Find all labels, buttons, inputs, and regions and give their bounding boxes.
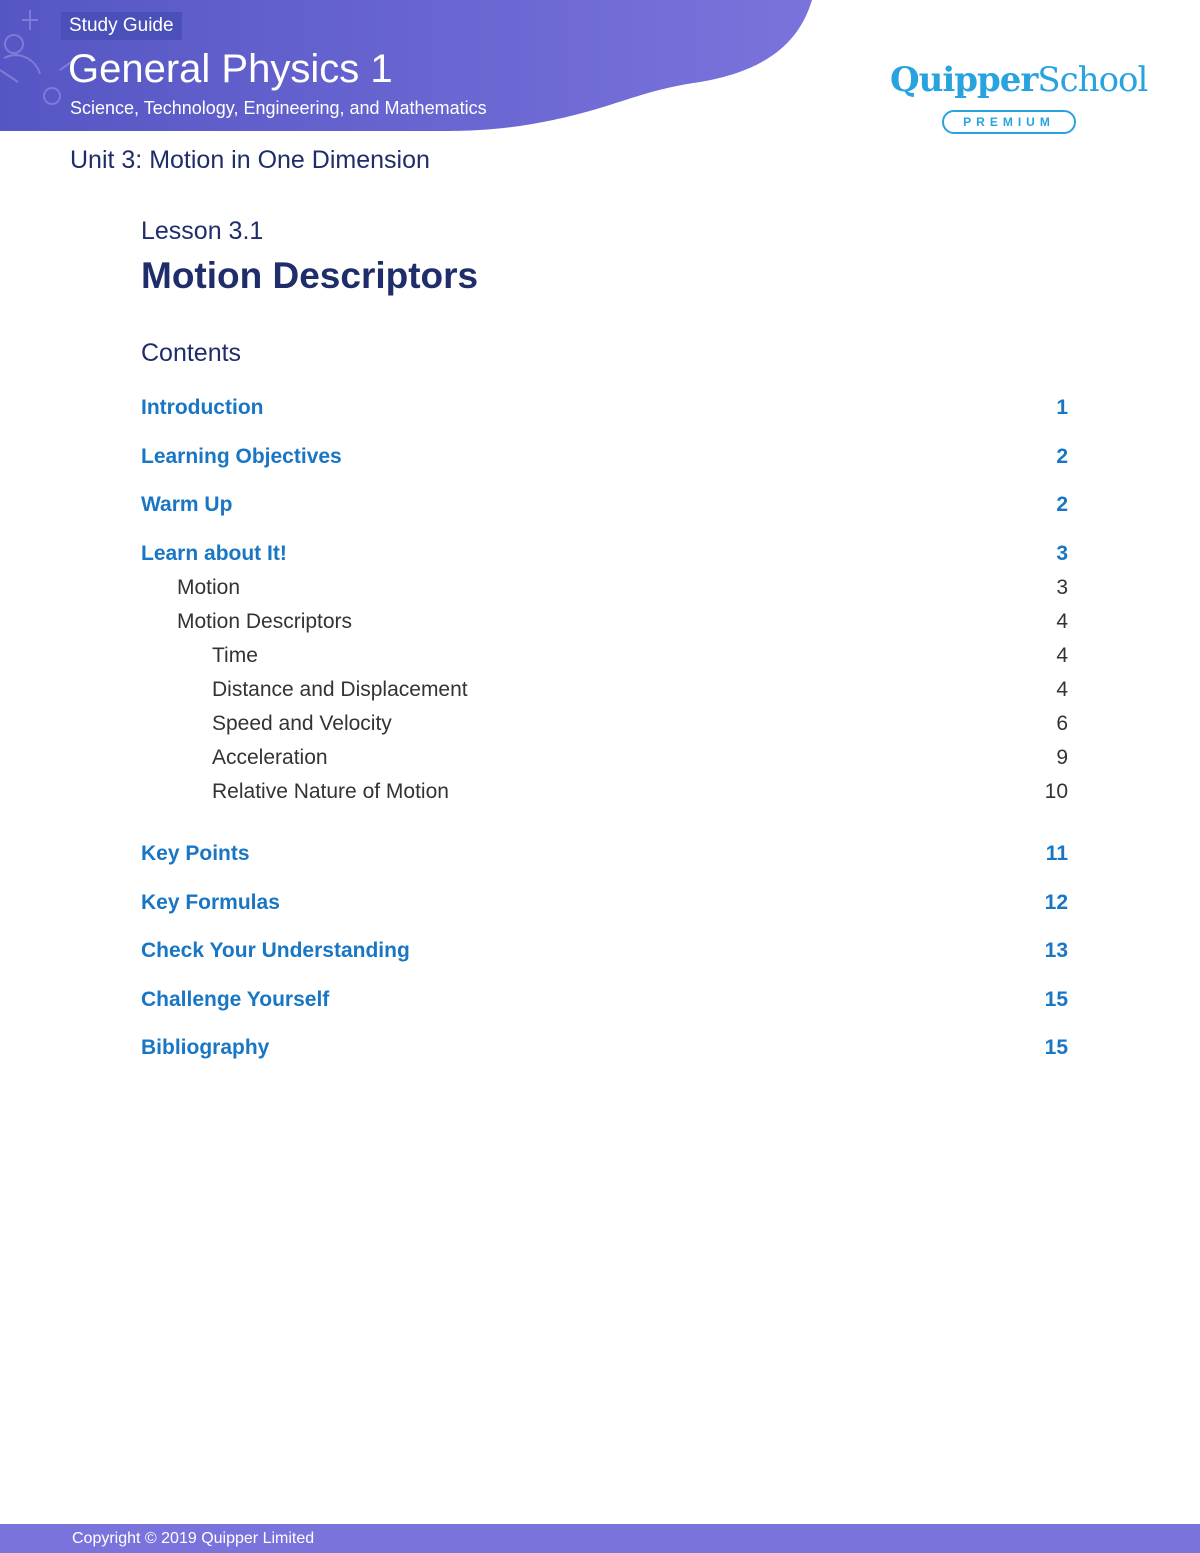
toc-entry[interactable] (0, 391, 1200, 425)
toc-entry-label: Introduction (141, 396, 264, 419)
toc-entry[interactable] (0, 488, 1200, 522)
toc-entry[interactable] (0, 673, 1200, 707)
toc-entry-label: Bibliography (141, 1036, 270, 1059)
study-guide-badge: Study Guide (61, 12, 182, 40)
toc-entry[interactable] (0, 537, 1200, 571)
toc-entry-label: Acceleration (212, 746, 328, 769)
logo-word-school: School (1037, 60, 1148, 100)
toc-entry-page: 2 (1056, 493, 1068, 516)
quipper-school-logo (890, 58, 1148, 138)
toc-entry-page: 4 (1056, 610, 1068, 633)
toc-entry-page: 12 (1044, 891, 1068, 914)
toc-entry[interactable] (0, 571, 1200, 605)
toc-entry-label: Speed and Velocity (212, 712, 392, 735)
lesson-number: Lesson 3.1 (141, 217, 264, 245)
toc-entry-label: Challenge Yourself (141, 988, 330, 1011)
toc-entry-label: Motion (177, 576, 241, 599)
toc-entry-label: Motion Descriptors (177, 610, 353, 633)
toc-entry-page: 9 (1056, 746, 1068, 769)
toc-entry[interactable] (0, 983, 1200, 1017)
toc-entry-label: Learning Objectives (141, 445, 342, 468)
toc-entry[interactable] (0, 886, 1200, 920)
toc-entry-page: 10 (1044, 780, 1068, 803)
toc-entry-label: Learn about It! (141, 542, 287, 565)
contents-heading: Contents (141, 339, 242, 367)
toc-entry[interactable] (0, 775, 1200, 809)
unit-title: Unit 3: Motion in One Dimension (70, 146, 430, 174)
toc-entry[interactable] (0, 605, 1200, 639)
toc-entry[interactable] (0, 440, 1200, 474)
toc-entry[interactable] (0, 934, 1200, 968)
logo-word-quipper: Quipper (890, 60, 1038, 100)
toc-entry[interactable] (0, 837, 1200, 871)
toc-entry-label: Check Your Understanding (141, 939, 410, 962)
toc-entry-page: 13 (1044, 939, 1068, 962)
toc-entry-page: 6 (1056, 712, 1068, 735)
toc-entry-page: 3 (1056, 542, 1068, 565)
toc-entry[interactable] (0, 741, 1200, 775)
toc-entry-page: 15 (1044, 988, 1068, 1011)
footer-copyright: Copyright © 2019 Quipper Limited (72, 1530, 315, 1547)
toc-entry-page: 1 (1056, 396, 1068, 419)
toc-entry-page: 2 (1056, 445, 1068, 468)
toc-entry-page: 4 (1056, 644, 1068, 667)
toc-entry-label: Warm Up (141, 493, 233, 516)
toc-entry[interactable] (0, 1031, 1200, 1065)
toc-entry-label: Key Points (141, 842, 250, 865)
toc-entry-page: 15 (1044, 1036, 1068, 1059)
lesson-title: Motion Descriptors (141, 255, 479, 296)
toc-entry-page: 4 (1056, 678, 1068, 701)
toc-entry-page: 11 (1045, 842, 1068, 865)
toc-entry-page: 3 (1056, 576, 1068, 599)
toc-entry-label: Time (212, 644, 258, 667)
course-subtitle: Science, Technology, Engineering, and Mathematics (70, 98, 487, 118)
toc-entry[interactable] (0, 639, 1200, 673)
toc-entry-label: Relative Nature of Motion (212, 780, 449, 803)
toc-entry-label: Distance and Displacement (212, 678, 468, 701)
logo-premium-tag: PREMIUM (942, 110, 1076, 134)
toc-entry-label: Key Formulas (141, 891, 280, 914)
course-title: General Physics 1 (68, 47, 393, 91)
toc-entry[interactable] (0, 707, 1200, 741)
